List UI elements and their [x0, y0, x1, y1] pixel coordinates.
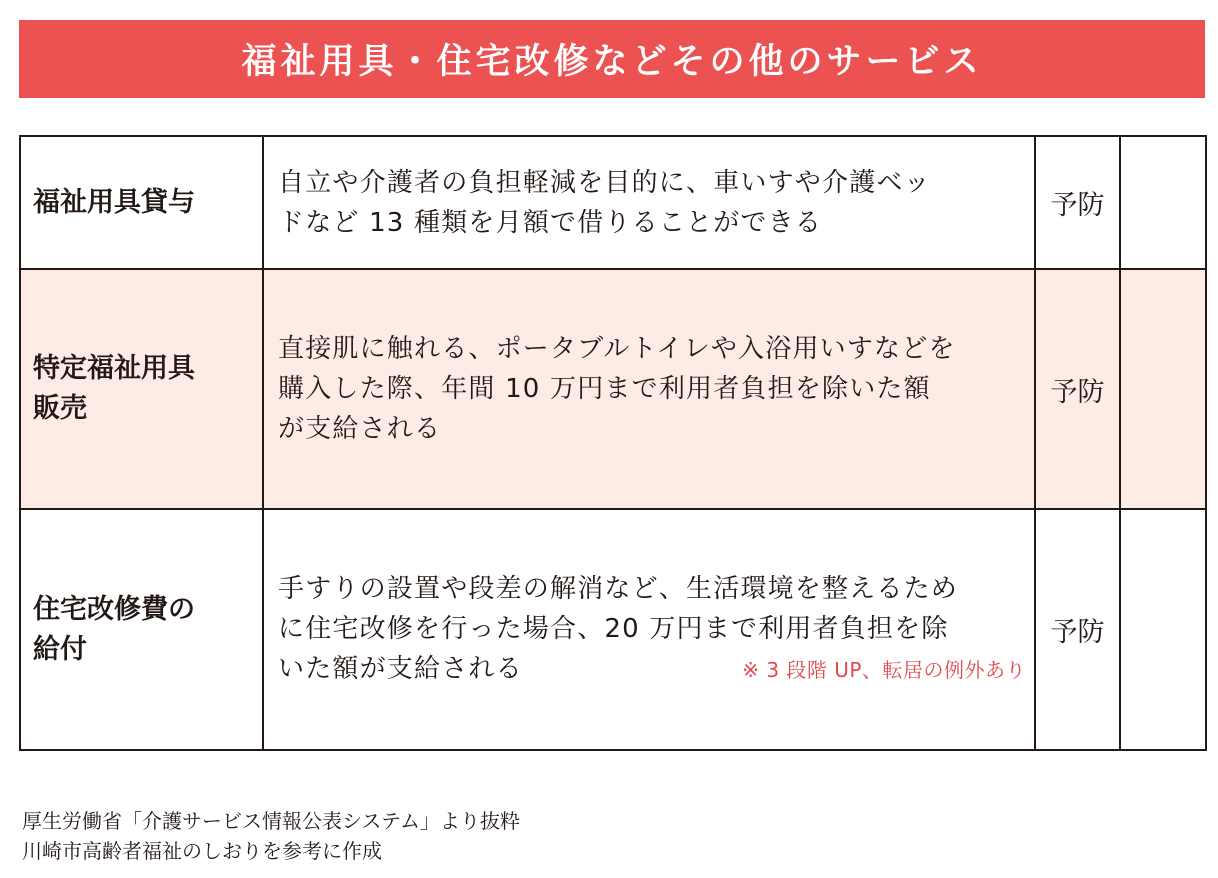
service-description [263, 509, 1035, 750]
service-tag [1035, 269, 1120, 509]
table-row [20, 269, 1206, 509]
description-line: 自立や介護者の負担軽減を目的に、車いすや介護ベッ [278, 167, 931, 198]
service-description [263, 136, 1035, 269]
service-description [263, 269, 1035, 509]
source-footer [22, 806, 520, 866]
description-line: 手すりの設置や段差の解消など、生活環境を整えるため [278, 574, 959, 604]
description-line: ドなど 13 種類を月額で借りることができる [278, 207, 823, 238]
tag-label: 予防 [1050, 190, 1105, 221]
table-row [20, 509, 1206, 750]
service-name [20, 136, 263, 269]
tag-label: 予防 [1050, 376, 1105, 408]
service-name-line: 販売 [33, 393, 87, 424]
description-line: が支給される [278, 414, 442, 444]
blank-cell [1120, 136, 1206, 269]
service-tag [1035, 509, 1120, 750]
table-row [20, 136, 1206, 269]
service-tag [1035, 136, 1120, 269]
blank-cell [1120, 269, 1206, 509]
description-line: に住宅改修を行った場合、20 万円まで利用者負担を除 [278, 614, 949, 644]
service-name-text: 福祉用具貸与 [33, 186, 195, 218]
description-last-line [278, 649, 1026, 690]
service-name-line: 給付 [33, 633, 87, 665]
service-name [20, 269, 263, 509]
page-title: 福祉用具・住宅改修などその他のサービス [241, 42, 983, 82]
description-line: 直接肌に触れる、ポータブルトイレや入浴用いすなどを [278, 334, 956, 364]
service-name-line: 住宅改修費の [33, 593, 195, 625]
description-line: いた額が支給される [278, 654, 523, 684]
description-line: 購入した際、年間 10 万円まで利用者負担を除いた額 [278, 374, 931, 404]
source-line: 厚生労働省「介護サービス情報公表システム」より抜粋 [22, 809, 520, 833]
service-name [20, 509, 263, 750]
exception-note: ※ 3 段階 UP、転居の例外あり [742, 658, 1026, 682]
service-name-line: 特定福祉用具 [33, 353, 195, 384]
blank-cell [1120, 509, 1206, 750]
title-banner [19, 20, 1205, 98]
tag-label: 予防 [1050, 617, 1105, 648]
source-line: 川崎市高齢者福祉のしおりを参考に作成 [22, 839, 382, 863]
services-table [19, 135, 1207, 751]
